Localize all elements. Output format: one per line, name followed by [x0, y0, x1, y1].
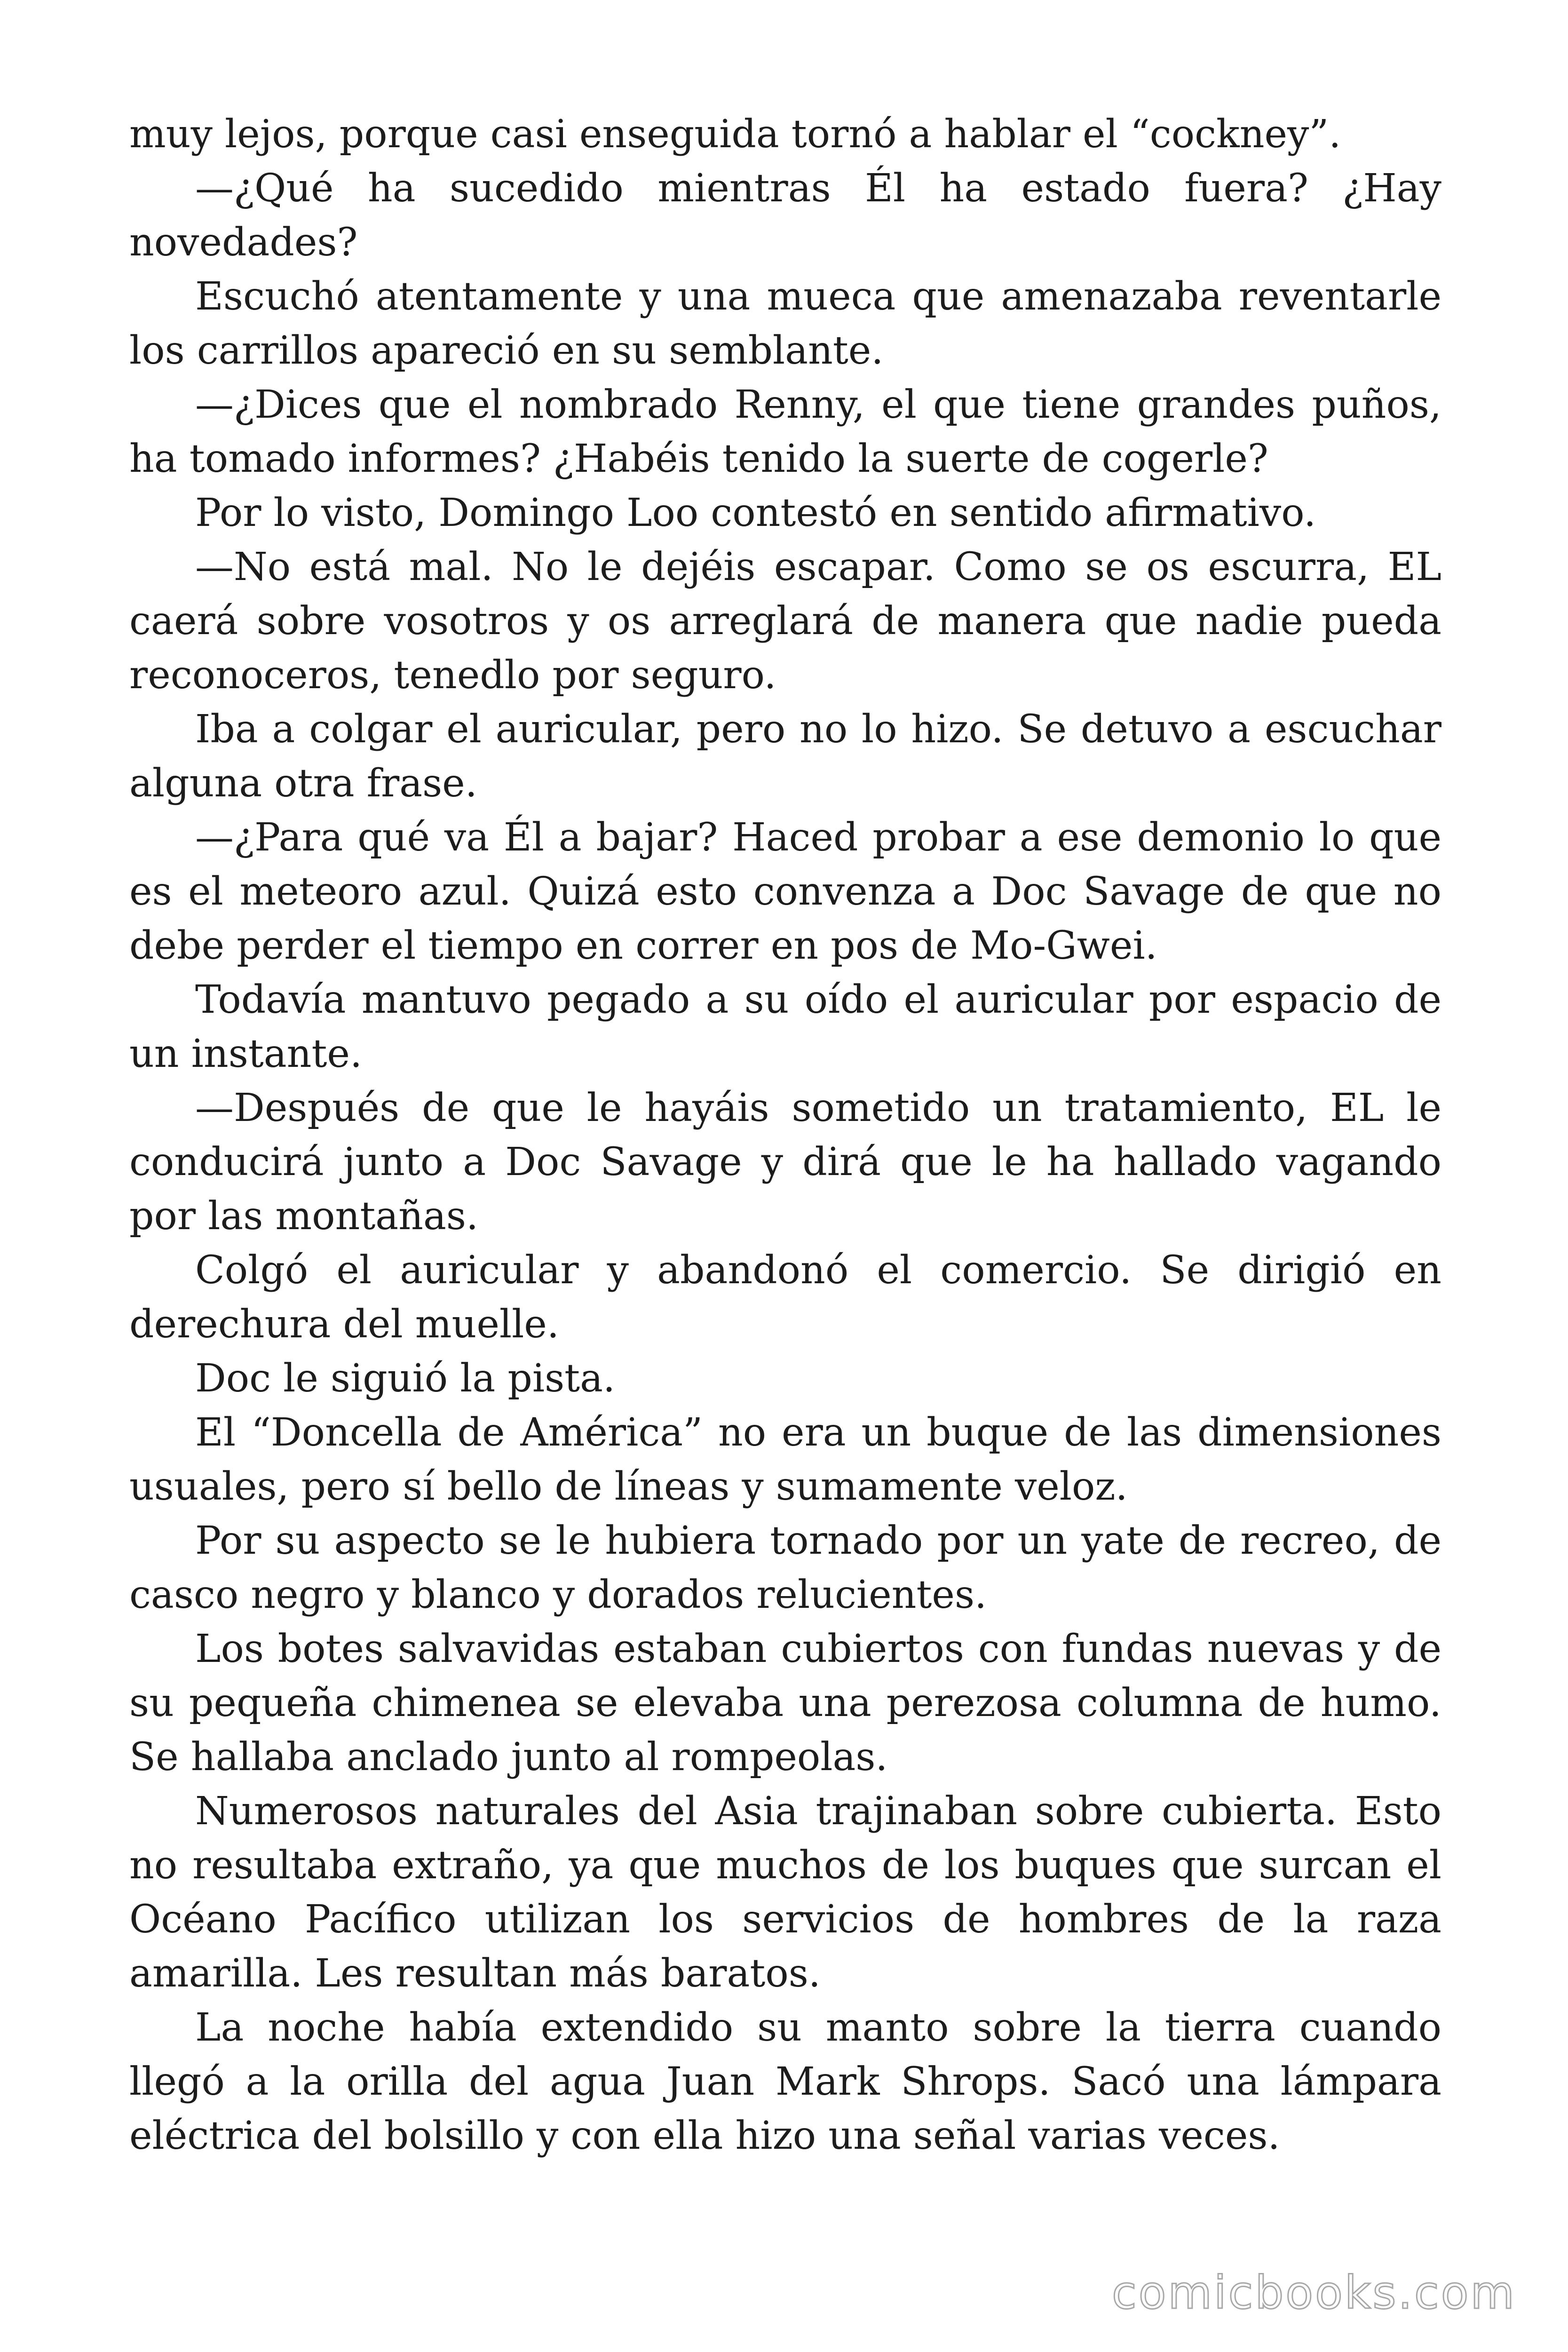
paragraph: —¿Qué ha sucedido mientras Él ha estado fuera? ¿Hay novedades?	[129, 166, 1441, 265]
paragraph: —¿Para qué va Él a bajar? Haced probar a ese demonio lo que es el meteoro azul. Quizá esto convenza a Doc Savage de que no debe perder el tiempo en correr en pos de Mo-Gwei.	[129, 815, 1441, 968]
paragraph: —Después de que le hayáis sometido un tratamiento, EL le conducirá junto a Doc Savage y dirá que le ha hallado vagando por las montañas.	[129, 1086, 1441, 1239]
paragraph: Colgó el auricular y abandonó el comercio. Se dirigió en derechura del muelle.	[129, 1248, 1441, 1347]
paragraph: Escuchó atentamente y una mueca que amenazaba reventarle los carrillos apareció en su semblante.	[129, 274, 1441, 373]
paragraph: Por lo visto, Domingo Loo contestó en sentido afirmativo.	[195, 491, 1316, 535]
paragraph: Doc le siguió la pista.	[195, 1356, 616, 1401]
paragraph: Iba a colgar el auricular, pero no lo hizo. Se detuvo a escuchar alguna otra frase.	[129, 707, 1441, 806]
paragraph: muy lejos, porque casi enseguida tornó a hablar el “cockney”.	[129, 112, 1341, 157]
page-body	[129, 107, 1441, 2163]
paragraph: Por su aspecto se le hubiera tornado por un yate de recreo, de casco negro y blanco y dorados relucientes.	[129, 1518, 1441, 1617]
paragraph: Numerosos naturales del Asia trajinaban sobre cubierta. Esto no resultaba extraño, ya que muchos de los buques que surcan el Océano Pacífico utilizan los servicios de hombres de la raza amarilla. Les resultan más baratos.	[129, 1789, 1441, 1996]
watermark: comicbooks.com	[1111, 2266, 1516, 2319]
paragraph: —No está mal. No le dejéis escapar. Como se os escurra, EL caerá sobre vosotros y os arreglará de manera que nadie pueda reconoceros, tenedlo por seguro.	[129, 545, 1441, 698]
paragraph: —¿Dices que el nombrado Renny, el que tiene grandes puños, ha tomado informes? ¿Habéis tenido la suerte de cogerle?	[129, 382, 1441, 481]
paragraph: Los botes salvavidas estaban cubiertos con fundas nuevas y de su pequeña chimenea se elevaba una perezosa columna de humo. Se hallaba anclado junto al rompeolas.	[129, 1627, 1441, 1780]
paragraph: Todavía mantuvo pegado a su oído el auricular por espacio de un instante.	[129, 977, 1441, 1076]
paragraph: El “Doncella de América” no era un buque de las dimensiones usuales, pero sí bello de líneas y sumamente veloz.	[129, 1410, 1441, 1509]
paragraph: La noche había extendido su manto sobre la tierra cuando llegó a la orilla del agua Juan Mark Shrops. Sacó una lámpara eléctrica del bolsillo y con ella hizo una señal varias veces.	[129, 2005, 1441, 2158]
